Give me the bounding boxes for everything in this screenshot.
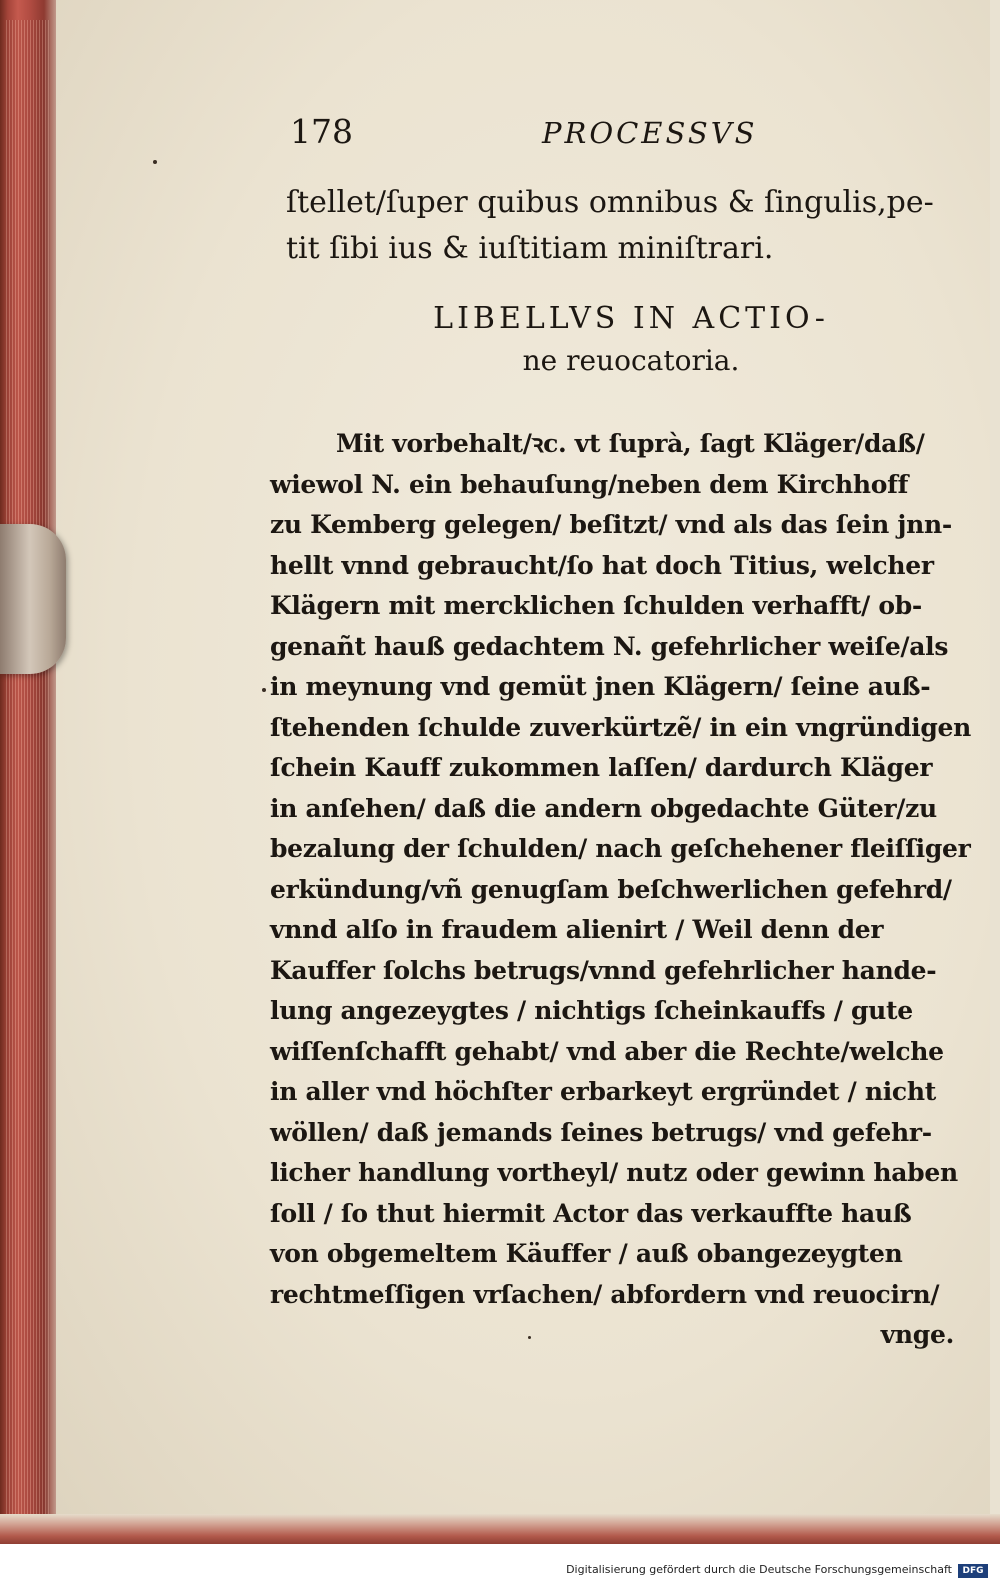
text-line: in aller vnd höchſter erbarkeyt ergründet / nicht xyxy=(270,1077,936,1106)
text-line: hellt vnnd gebraucht/ſo hat doch Titius, welcher xyxy=(270,550,934,580)
text-line: bezalung der ſchulden/ nach geſchehener fleiſſiger xyxy=(270,834,971,863)
text-line: vnnd alſo in fraudem alienirt / Weil denn der xyxy=(270,915,884,944)
ink-speck xyxy=(262,688,266,692)
text-line: wiewol N. ein behauſung/neben dem Kirchhoff xyxy=(270,469,909,499)
page-stack-lines xyxy=(6,20,50,1530)
text-line: licher handlung vortheyl/ nutz oder gewinn haben xyxy=(270,1158,958,1187)
text-line: rechtmeſſigen vrſachen/ abfordern vnd reuocirn/ xyxy=(270,1279,940,1309)
section-heading xyxy=(286,296,976,380)
text-line: Kauffer ſolchs betrugs/vnnd gefehrlicher hande- xyxy=(270,955,937,985)
text-line: zu Kemberg gelegen/ beſitzt/ vnd als das ſein jnn- xyxy=(270,510,952,539)
text-line: wiſſenſchafft gehabt/ vnd aber die Rechte/welche xyxy=(270,1036,944,1066)
book-clasp xyxy=(0,524,66,674)
text-line: genañt hauß gedachtem N. gefehrlicher weiſe/als xyxy=(270,631,949,661)
funding-credit: Digitalisierung gefördert durch die Deutsche Forschungsgemeinschaft xyxy=(566,1563,952,1576)
dfg-logo: DFG xyxy=(958,1564,988,1578)
text-line: tit ſibi ius & iuſtitiam miniſtrari. xyxy=(286,231,774,266)
body-paragraph xyxy=(270,424,970,1356)
text-line: ſoll / ſo thut hiermit Actor das verkauffte hauß xyxy=(270,1198,912,1228)
text-line: ſtehenden ſchulde zuverkürtzẽ/ in ein vngründigen xyxy=(270,712,971,742)
heading-line-1: LIBELLVS IN ACTIO- xyxy=(433,301,829,336)
text-line: ſchein Kauff zukommen laſſen/ dardurch Kläger xyxy=(270,753,933,782)
bottom-page-edges xyxy=(0,1514,1000,1544)
footer-bar xyxy=(0,1544,1000,1584)
text-line: wöllen/ daß jemands ſeines betrugs/ vnd gefehr- xyxy=(270,1117,932,1147)
text-line: in meynung vnd gemüt jnen Klägern/ ſeine auß- xyxy=(270,672,931,701)
text-line: Mit vorbehalt/ꝛc. vt ſuprà, ſagt Kläger/daß/ xyxy=(336,429,925,458)
catchword: vnge. xyxy=(880,1320,954,1349)
page-number: 178 xyxy=(290,112,353,151)
running-title: PROCESSVS xyxy=(542,116,758,150)
text-line: lung angezeygtes / nichtigs ſcheinkauffs / gute xyxy=(270,996,913,1025)
text-line: von obgemeltem Käuffer / auß obangezeygten xyxy=(270,1239,903,1268)
ink-speck xyxy=(528,1336,531,1339)
continuation-text xyxy=(286,180,976,272)
text-line: Klägern mit mercklichen ſchulden verhafft/ ob- xyxy=(270,591,923,620)
running-head xyxy=(290,112,780,160)
text-line: in anſehen/ daß die andern obgedachte Güter/zu xyxy=(270,793,937,823)
ink-speck xyxy=(153,160,157,164)
text-line: erkündung/vñ genugſam beſchwerlichen gefehrd/ xyxy=(270,874,952,904)
heading-line-2: ne reuocatoria. xyxy=(522,344,740,377)
text-line: ſtellet/ſuper quibus omnibus & ſingulis,pe- xyxy=(286,185,934,220)
